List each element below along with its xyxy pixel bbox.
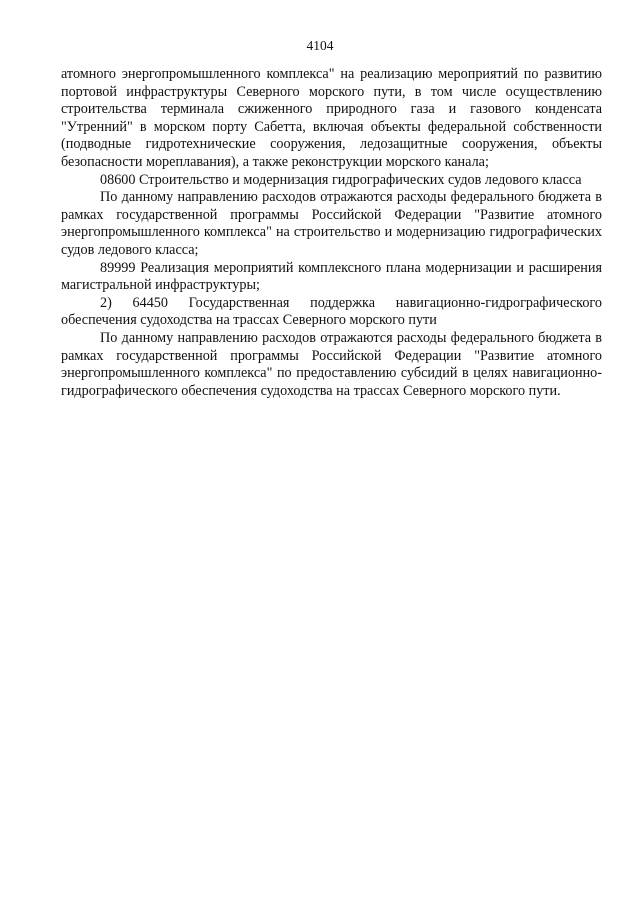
document-body [61, 66, 602, 400]
paragraph-heading-08600: 08600 Строительство и модернизация гидрографических судов ледового класса [100, 171, 582, 188]
paragraph-description-64450: По данному направлению расходов отражаются расходы федерального бюджета в рамках государственной программы Российской Федерации "Развитие атомного энергопромышленного комплекса" по предоставлению субсидий в целях навигационно-гидрографического обеспечения судоходства на трассах Северного морского пути. [61, 329, 602, 399]
paragraph-continuation: атомного энергопромышленного комплекса" на реализацию мероприятий по развитию портовой инфраструктуры Северного морского пути, в том числе осуществлению строительства терминала сжиженного природного газа и газового конденсата "Утренний" в морском порту Сабетта, включая объекты федеральной собственности (подводные гидротехнические сооружения, ледозащитные сооружения, объекты безопасности мореплавания), а также реконструкции морского канала; [61, 66, 602, 170]
paragraph-heading-64450: 2) 64450 Государственная поддержка навигационно-гидрографического обеспечения судоходства на трассах Северного морского пути [61, 294, 602, 329]
page-number: 4104 [306, 38, 334, 53]
paragraph-heading-89999: 89999 Реализация мероприятий комплексного плана модернизации и расширения магистральной инфраструктуры; [61, 259, 602, 294]
paragraph-description-08600: По данному направлению расходов отражаются расходы федерального бюджета в рамках государственной программы Российской Федерации "Развитие атомного энергопромышленного комплекса" на строительство и модернизацию гидрографических судов ледового класса; [61, 189, 602, 258]
